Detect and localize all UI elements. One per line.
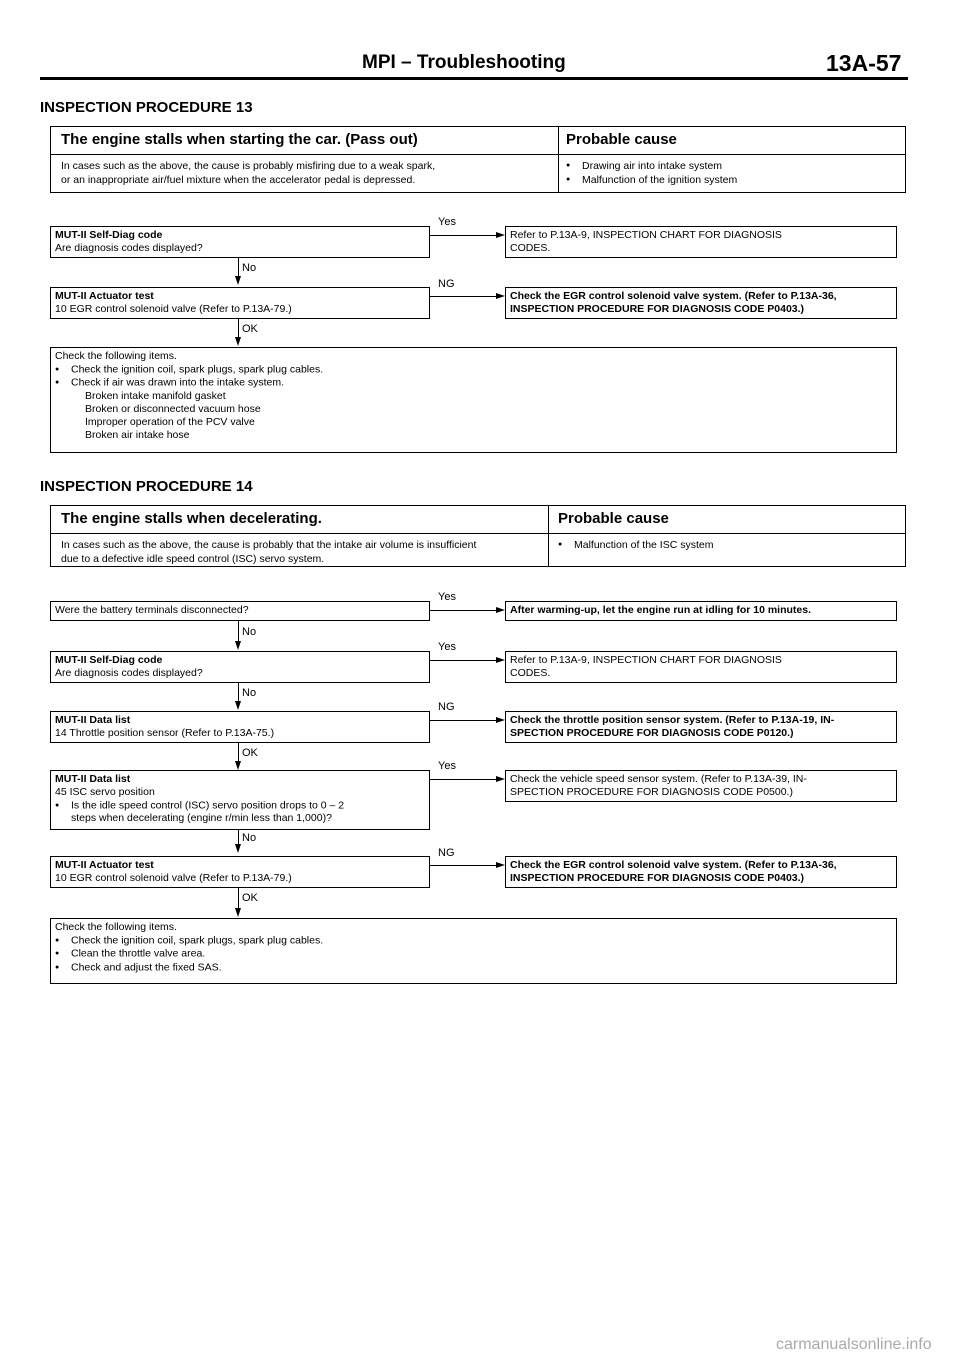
procedure-13-table bbox=[50, 126, 906, 193]
p14-step5-ok: OK bbox=[242, 892, 258, 904]
p14-step2-yes: Yes bbox=[438, 641, 456, 653]
page-number: 13A-57 bbox=[826, 50, 902, 76]
p13-step2-result: Check the EGR control solenoid valve system. (Refer to P.13A-36, INSPECTION PROCEDURE FOR DIAGNOSIS CODE P0403.) bbox=[505, 287, 897, 319]
p13-final-checks: Check the following items. ● Check the ignition coil, spark plugs, spark plug cables. ● Check if air was drawn into the intake system. Broken intake manifold gasket Broken or disconnected vacuum hose Improper operation of the PCV valve Broken air intake hose bbox=[50, 347, 897, 453]
p14-step-data-list-isc: MUT-II Data list 45 ISC servo position ● Is the idle speed control (ISC) servo position drops to 0 – 2 steps when decelerating (engine r/min less than 1,000)? bbox=[50, 770, 430, 830]
cause-list: ● Drawing air into intake system ● Malfunction of the ignition system bbox=[566, 159, 737, 187]
procedure-13-title: INSPECTION PROCEDURE 13 bbox=[40, 99, 253, 116]
p13-step2-ok: OK bbox=[242, 323, 258, 335]
p13-step-self-diag: MUT-II Self-Diag code Are diagnosis codes displayed? bbox=[50, 226, 430, 258]
p14-step-data-list-tps: MUT-II Data list 14 Throttle position sensor (Refer to P.13A-75.) bbox=[50, 711, 430, 743]
symptom-heading: The engine stalls when decelerating. bbox=[61, 510, 322, 527]
p14-step2-no: No bbox=[242, 687, 257, 699]
p14-step1-no: No bbox=[242, 626, 257, 638]
header-rule bbox=[40, 77, 908, 80]
p14-step2-result: Refer to P.13A-9, INSPECTION CHART FOR DIAGNOSIS CODES. bbox=[505, 651, 897, 683]
symptom-description: In cases such as the above, the cause is probably that the intake air volume is insufficient due to a defective idle speed control (ISC) servo system. bbox=[61, 539, 477, 565]
p14-step4-yes: Yes bbox=[438, 760, 456, 772]
p13-step2-ng: NG bbox=[438, 278, 455, 290]
p14-step5-ng: NG bbox=[438, 847, 455, 859]
p14-step3-ng: NG bbox=[438, 701, 455, 713]
symptom-heading: The engine stalls when starting the car. (Pass out) bbox=[61, 131, 418, 148]
p14-step-self-diag: MUT-II Self-Diag code Are diagnosis codes displayed? bbox=[50, 651, 430, 683]
p14-step1-yes: Yes bbox=[438, 591, 456, 603]
cause-list: ● Malfunction of the ISC system bbox=[558, 538, 713, 552]
symptom-description: In cases such as the above, the cause is probably misfiring due to a weak spark, or an inappropriate air/fuel mixture when the accelerator pedal is depressed. bbox=[61, 160, 436, 186]
p14-step3-result: Check the throttle position sensor system. (Refer to P.13A-19, IN- SPECTION PROCEDURE FOR DIAGNOSIS CODE P0120.) bbox=[505, 711, 897, 743]
p14-step3-ok: OK bbox=[242, 747, 258, 759]
p13-step1-no: No bbox=[242, 262, 257, 274]
p13-step1-result: Refer to P.13A-9, INSPECTION CHART FOR DIAGNOSIS CODES. bbox=[505, 226, 897, 258]
p14-step-battery: Were the battery terminals disconnected? bbox=[50, 601, 430, 621]
cause-heading: Probable cause bbox=[558, 510, 669, 527]
p14-step4-result: Check the vehicle speed sensor system. (Refer to P.13A-39, IN- SPECTION PROCEDURE FOR DIAGNOSIS CODE P0500.) bbox=[505, 770, 897, 802]
p14-step5-result: Check the EGR control solenoid valve system. (Refer to P.13A-36, INSPECTION PROCEDURE FOR DIAGNOSIS CODE P0403.) bbox=[505, 856, 897, 888]
page-header-title: MPI – Troubleshooting bbox=[362, 52, 566, 73]
p14-step-actuator: MUT-II Actuator test 10 EGR control solenoid valve (Refer to P.13A-79.) bbox=[50, 856, 430, 888]
p14-final-checks: Check the following items. ● Check the ignition coil, spark plugs, spark plug cables. ● Clean the throttle valve area. ● Check and adjust the fixed SAS. bbox=[50, 918, 897, 984]
p13-step1-yes: Yes bbox=[438, 216, 456, 228]
p14-step4-no: No bbox=[242, 832, 257, 844]
cause-heading: Probable cause bbox=[566, 131, 677, 148]
site-watermark: carmanualsonline.info bbox=[776, 1336, 932, 1353]
p14-step1-result: After warming-up, let the engine run at idling for 10 minutes. bbox=[505, 601, 897, 621]
p13-step-actuator: MUT-II Actuator test 10 EGR control solenoid valve (Refer to P.13A-79.) bbox=[50, 287, 430, 319]
procedure-14-table bbox=[50, 505, 906, 567]
procedure-14-title: INSPECTION PROCEDURE 14 bbox=[40, 478, 253, 495]
